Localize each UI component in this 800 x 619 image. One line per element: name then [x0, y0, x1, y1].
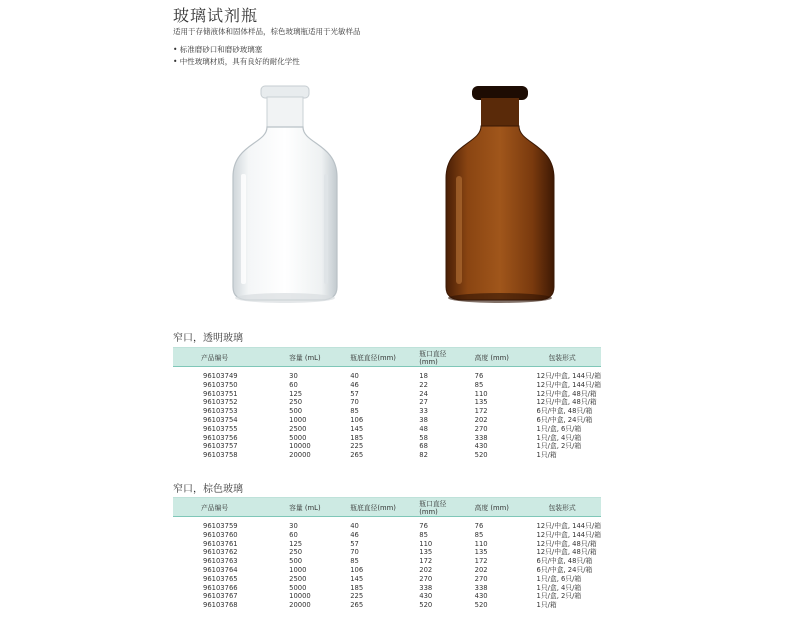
- table-cell: 96103764: [203, 565, 238, 574]
- amber-bottle-table: [173, 497, 601, 610]
- table-row: [173, 381, 601, 390]
- table-cell: 12只/中盒, 144只/箱: [536, 380, 601, 389]
- table-cell: 96103749: [203, 372, 238, 380]
- table-cell: 85: [474, 530, 484, 539]
- table-cell: 96103762: [203, 548, 238, 557]
- table-cell: 172: [419, 557, 433, 566]
- table-cell: 57: [350, 389, 359, 398]
- table-cell: 5000: [289, 583, 307, 592]
- table-cell: 57: [350, 539, 359, 548]
- table-cell: 96103751: [203, 389, 238, 398]
- table-cell: 430: [474, 442, 488, 451]
- table-cell: 106: [350, 415, 364, 424]
- table-row: [173, 548, 601, 557]
- table-cell: 46: [350, 530, 359, 539]
- table-cell: 145: [350, 574, 364, 583]
- table-cell: 96103759: [203, 522, 238, 530]
- table-cell: 82: [419, 451, 428, 460]
- product-description: 适用于存储液体和固体样品，棕色玻璃瓶适用于光敏样品: [173, 27, 361, 36]
- table-cell: 185: [350, 583, 364, 592]
- table-cell: 96103761: [203, 539, 238, 548]
- table-cell: 145: [350, 424, 364, 433]
- table-cell: 10000: [289, 442, 311, 451]
- table-cell: 18: [419, 372, 428, 380]
- table-cell: 270: [474, 574, 488, 583]
- table-cell: 110: [474, 389, 488, 398]
- table-cell: 76: [474, 372, 484, 380]
- table-cell: 338: [419, 583, 433, 592]
- table-cell: 520: [419, 601, 433, 610]
- table-row: [173, 592, 601, 601]
- table-cell: 96103753: [203, 407, 238, 416]
- column-header: 容量 (mL): [281, 348, 337, 367]
- table-cell: 106: [350, 565, 364, 574]
- table-header-row: [173, 348, 601, 367]
- section-title-clear: 窄口，透明玻璃: [173, 333, 243, 344]
- table-cell: 12只/中盒, 144只/箱: [536, 522, 601, 530]
- table-cell: 30: [289, 372, 298, 380]
- table-cell: 1只/箱: [536, 601, 557, 610]
- table-row: [173, 367, 601, 381]
- table-cell: 24: [419, 389, 428, 398]
- table-row: [173, 451, 601, 460]
- column-header: 包装形式: [518, 498, 601, 517]
- table-cell: 68: [419, 442, 428, 451]
- table-row: [173, 531, 601, 540]
- table-cell: 185: [350, 433, 364, 442]
- table-cell: 500: [289, 557, 303, 566]
- table-cell: 110: [474, 539, 488, 548]
- table-cell: 70: [350, 548, 359, 557]
- table-row: [173, 425, 601, 434]
- table-cell: 225: [350, 442, 364, 451]
- table-cell: 40: [350, 522, 359, 530]
- table-cell: 1只/盒, 4只/箱: [536, 433, 582, 442]
- column-header: 高度 (mm): [461, 498, 519, 517]
- table-cell: 96103750: [203, 380, 238, 389]
- table-cell: 76: [419, 522, 428, 530]
- table-cell: 96103767: [203, 592, 238, 601]
- table-cell: 135: [419, 548, 433, 557]
- table-cell: 96103756: [203, 433, 238, 442]
- table-cell: 12只/中盒, 48只/箱: [536, 398, 597, 407]
- table-cell: 500: [289, 407, 303, 416]
- table-cell: 96103765: [203, 574, 238, 583]
- clear-bottle-table: [173, 347, 601, 460]
- feature-list: [173, 44, 300, 68]
- table-cell: 2500: [289, 574, 307, 583]
- column-header: 高度 (mm): [461, 348, 519, 367]
- page-title: 玻璃试剂瓶: [173, 6, 259, 25]
- table-cell: 110: [419, 539, 433, 548]
- table-cell: 96103766: [203, 583, 238, 592]
- column-header: 瓶口直径(mm): [398, 348, 460, 367]
- table-cell: 135: [474, 548, 488, 557]
- table-cell: 12只/中盒, 48只/箱: [536, 539, 597, 548]
- table-row: [173, 442, 601, 451]
- table-cell: 33: [419, 407, 428, 416]
- table-cell: 5000: [289, 433, 307, 442]
- table-cell: 12只/中盒, 144只/箱: [536, 530, 601, 539]
- table-cell: 520: [474, 601, 488, 610]
- table-cell: 172: [474, 557, 488, 566]
- table-cell: 60: [289, 530, 298, 539]
- column-header: 包装形式: [518, 348, 601, 367]
- table-cell: 270: [474, 424, 488, 433]
- table-cell: 338: [474, 433, 488, 442]
- column-header: 产品编号: [173, 498, 281, 517]
- feature-item: • 中性玻璃材质，具有良好的耐化学性: [173, 57, 300, 66]
- table-row: [173, 575, 601, 584]
- table-cell: 125: [289, 389, 303, 398]
- table-row: [173, 557, 601, 566]
- table-cell: 30: [289, 522, 298, 530]
- table-cell: 6只/中盒, 48只/箱: [536, 407, 593, 416]
- table-cell: 85: [350, 557, 359, 566]
- table-cell: 270: [419, 574, 433, 583]
- table-cell: 38: [419, 415, 428, 424]
- clear-glass-bottle-image: [225, 82, 345, 312]
- table-cell: 202: [419, 565, 433, 574]
- table-cell: 1只/盒, 6只/箱: [536, 574, 582, 583]
- table-cell: 1000: [289, 415, 307, 424]
- table-cell: 85: [474, 380, 484, 389]
- table-cell: 2500: [289, 424, 307, 433]
- column-header: 瓶底直径(mm): [337, 348, 398, 367]
- feature-item: • 标准磨砂口和磨砂玻璃塞: [173, 45, 263, 54]
- table-cell: 58: [419, 433, 428, 442]
- table-cell: 1只/盒, 2只/箱: [536, 592, 582, 601]
- table-cell: 85: [419, 530, 428, 539]
- table-cell: 48: [419, 424, 428, 433]
- table-cell: 96103768: [203, 601, 238, 610]
- table-cell: 70: [350, 398, 359, 407]
- table-cell: 12只/中盒, 48只/箱: [536, 548, 597, 557]
- table-cell: 12只/中盒, 48只/箱: [536, 389, 597, 398]
- table-header-row: [173, 498, 601, 517]
- table-row: [173, 601, 601, 610]
- table-cell: 96103752: [203, 398, 238, 407]
- table-cell: 6只/中盒, 24只/箱: [536, 415, 593, 424]
- table-cell: 10000: [289, 592, 311, 601]
- table-cell: 96103760: [203, 530, 238, 539]
- table-cell: 22: [419, 380, 428, 389]
- section-title-amber: 窄口，棕色玻璃: [173, 484, 243, 495]
- column-header: 产品编号: [173, 348, 281, 367]
- table-cell: 1只/箱: [536, 451, 557, 460]
- table-row: [173, 566, 601, 575]
- table-row: [173, 416, 601, 425]
- table-cell: 60: [289, 380, 298, 389]
- table-cell: 520: [474, 451, 488, 460]
- table-cell: 250: [289, 548, 303, 557]
- table-cell: 1只/盒, 2只/箱: [536, 442, 582, 451]
- table-cell: 85: [350, 407, 359, 416]
- table-cell: 20000: [289, 601, 311, 610]
- table-cell: 76: [474, 522, 484, 530]
- amber-glass-bottle-image: [438, 82, 562, 312]
- table-cell: 225: [350, 592, 364, 601]
- table-cell: 125: [289, 539, 303, 548]
- table-cell: 12只/中盒, 144只/箱: [536, 372, 601, 380]
- table-cell: 6只/中盒, 48只/箱: [536, 557, 593, 566]
- table-cell: 202: [474, 565, 488, 574]
- table-cell: 20000: [289, 451, 311, 460]
- table-cell: 338: [474, 583, 488, 592]
- table-cell: 96103755: [203, 424, 238, 433]
- table-cell: 40: [350, 372, 359, 380]
- table-cell: 6只/中盒, 24只/箱: [536, 565, 593, 574]
- table-cell: 250: [289, 398, 303, 407]
- table-row: [173, 407, 601, 416]
- table-cell: 1只/盒, 6只/箱: [536, 424, 582, 433]
- table-cell: 265: [350, 601, 364, 610]
- table-cell: 46: [350, 380, 359, 389]
- table-row: [173, 517, 601, 531]
- column-header: 瓶底直径(mm): [337, 498, 398, 517]
- table-row: [173, 398, 601, 407]
- table-cell: 430: [419, 592, 433, 601]
- table-cell: 265: [350, 451, 364, 460]
- table-cell: 96103754: [203, 415, 238, 424]
- table-cell: 1000: [289, 565, 307, 574]
- table-cell: 202: [474, 415, 488, 424]
- column-header: 瓶口直径(mm): [398, 498, 460, 517]
- table-cell: 1只/盒, 4只/箱: [536, 583, 582, 592]
- table-cell: 96103763: [203, 557, 238, 566]
- table-cell: 96103758: [203, 451, 238, 460]
- table-cell: 27: [419, 398, 428, 407]
- column-header: 容量 (mL): [281, 498, 337, 517]
- table-cell: 135: [474, 398, 488, 407]
- table-cell: 430: [474, 592, 488, 601]
- table-cell: 96103757: [203, 442, 238, 451]
- table-cell: 172: [474, 407, 488, 416]
